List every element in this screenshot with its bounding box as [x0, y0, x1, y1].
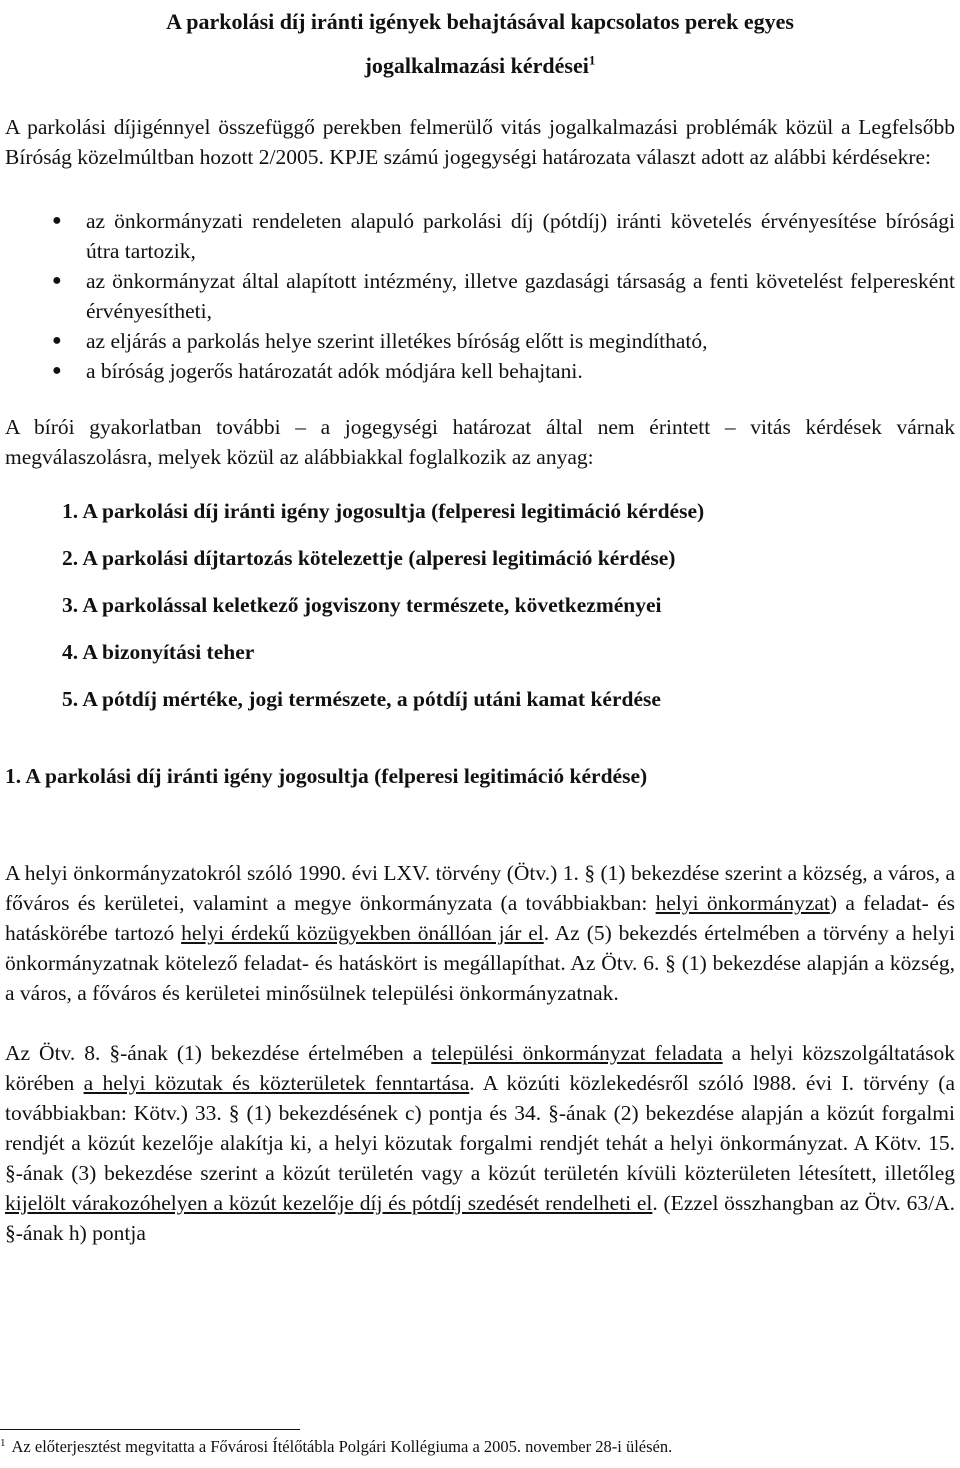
- topic-item: 3. A parkolással keletkező jogviszony természete, következményei: [62, 593, 662, 617]
- footnote-mark: 1: [0, 1436, 6, 1449]
- bullet-text: a bíróság jogerős határozatát adók módjára kell behajtani.: [86, 359, 583, 383]
- intro-paragraph: A parkolási díjigénnyel összefüggő perekben felmerülő vitás jogalkalmazási problémák közül a Legfelsőbb Bíróság közelmúltban hozott 2/2005. KPJE számú jogegységi határozata választ adott az alábbi kérdésekre:: [5, 115, 955, 169]
- topic-item: 4. A bizonyítási teher: [62, 640, 255, 664]
- underlined-term: helyi érdekű közügyekben önállóan jár el: [181, 921, 544, 945]
- court-practice-paragraph: A bírói gyakorlatban további – a jogegységi határozat által nem érintett – vitás kérdések várnak megválaszolásra, melyek közül az alábbiakkal foglalkozik az anyag:: [5, 415, 955, 469]
- otv-8-paragraph: [5, 1038, 955, 1248]
- topic-item: 1. A parkolási díj iránti igény jogosultja (felperesi legitimáció kérdése): [62, 499, 705, 523]
- footnote-text: Az előterjesztést megvitatta a Fővárosi Ítélőtábla Polgári Kollégiuma a 2005. november 28-i ülésén.: [11, 1437, 673, 1456]
- list-item: [5, 326, 955, 356]
- footnote-divider: [0, 1429, 300, 1430]
- text-run: . (Ezzel összhangban az Ötv. 63/A. §-ának h) pontja: [5, 1191, 955, 1245]
- text-run: a helyi közszolgáltatások körében: [5, 1041, 955, 1095]
- list-item: [5, 266, 955, 326]
- bullet-icon: ●: [52, 332, 62, 349]
- bullet-icon: ●: [52, 212, 62, 229]
- title-line-1: A parkolási díj iránti igények behajtásával kapcsolatos perek egyes: [166, 9, 794, 34]
- bullet-text: az eljárás a parkolás helye szerint illetékes bíróság előtt is megindítható,: [86, 329, 708, 353]
- local-government-paragraph: [5, 858, 955, 1008]
- underlined-term: helyi önkormányzat: [655, 891, 830, 915]
- text-run: . A közúti közlekedésről szóló l988. évi I. törvény (a továbbiakban: Kötv.) 33. § (1) bekezdésének c) pontja és 34. §-ának (2) bekezdése alapján a közút forgalmi rendjét a közút kezelője alakítja ki, a helyi közutak forgalmi rendjét tehát a helyi önkormányzat. A Kötv. 15. §-ának (3) bekezdése szerint a közút területén vagy a közút területén kívüli közterületen létesített, illetőleg: [5, 1071, 956, 1185]
- underlined-term: települési önkormányzat feladata: [431, 1041, 723, 1065]
- list-item: [5, 206, 955, 266]
- text-run: Az Ötv. 8. §-ának (1) bekezdése értelmében a: [5, 1041, 432, 1065]
- ruling-bullet-list: [5, 206, 955, 386]
- bullet-icon: ●: [52, 362, 62, 379]
- underlined-term: kijelölt várakozóhelyen a közút kezelője díj és pótdíj szedését rendelheti el: [5, 1191, 653, 1215]
- underlined-term: a helyi közutak és közterületek fenntartása: [83, 1071, 470, 1095]
- title-footnote-mark[interactable]: 1: [588, 52, 596, 68]
- footnote: [0, 1436, 950, 1458]
- bullet-icon: ●: [52, 272, 62, 289]
- text-run: ) a feladat- és hatáskörébe tartozó: [5, 891, 955, 945]
- document-title: [5, 0, 955, 88]
- topic-item: 5. A pótdíj mértéke, jogi természete, a pótdíj utáni kamat kérdése: [62, 687, 661, 711]
- topic-list: [5, 488, 955, 723]
- title-line-2: jogalkalmazási kérdései: [364, 53, 589, 78]
- text-run: . Az (5) bekezdés értelmében a törvény a helyi önkormányzatnak kötelező feladat- és hatáskört is megállapíthat. Az Ötv. 6. § (1) bekezdése alapján a község, a város, a főváros és kerületei minősülnek települési önkormányzatnak.: [5, 921, 955, 1005]
- document-page: [5, 0, 955, 1248]
- text-run: A helyi önkormányzatokról szóló 1990. évi LXV. törvény (Ötv.) 1. § (1) bekezdése szerint a község, a város, a főváros és kerületei, valamint a megye önkormányzata (a továbbiakban:: [5, 861, 955, 915]
- section-1-heading: 1. A parkolási díj iránti igény jogosultja (felperesi legitimáció kérdése): [5, 764, 648, 788]
- bullet-text: az önkormányzati rendeleten alapuló parkolási díj (pótdíj) iránti követelés érvényesítése bírósági útra tartozik,: [86, 209, 955, 263]
- list-item: [5, 356, 955, 386]
- topic-item: 2. A parkolási díjtartozás kötelezettje (alperesi legitimáció kérdése): [62, 546, 676, 570]
- bullet-text: az önkormányzat által alapított intézmény, illetve gazdasági társaság a fenti követelést felperesként érvényesítheti,: [86, 269, 955, 323]
